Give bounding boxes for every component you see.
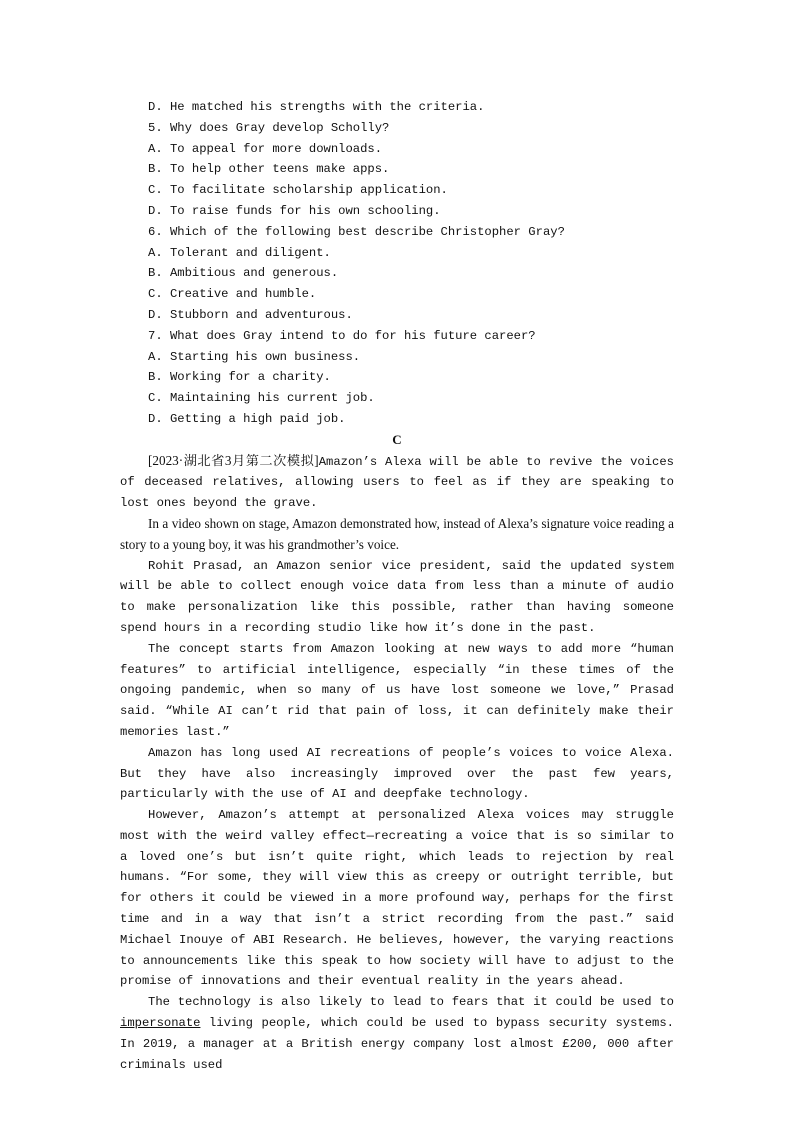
paragraph-text: living people, which could be used to bypass security systems. In 2019, a manager at a British energy company lost almost £200, 000 after criminals used [120, 1016, 674, 1072]
section-heading: C [392, 431, 402, 447]
passage-paragraph-2: In a video shown on stage, Amazon demonstrated how, instead of Alexa’s signature voice reading a story to a young boy, it was his grandmother’s voice. [120, 515, 674, 552]
passage-paragraph-1 [120, 451, 674, 514]
question-option: D. Stubborn and adventurous. [148, 307, 353, 322]
passage-paragraph-6: However, Amazon’s attempt at personalized Alexa voices may struggle most with the weird valley effect—recreating a voice that is so similar to a loved one’s but isn’t quite right, which leads to rejection by real humans. “For some, they will view this as creepy or outright terrible, but for others it could be viewed in a more profound way, perhaps for the first time and in a way that isn’t a strict recording from the past.” said Michael Inouye of ABI Research. He believes, however, the varying reactions to announcements like this speak to how society will have to adjust to the promise of innovations and their eventual reality in the years ahead. [120, 808, 674, 989]
source-tag: [2023·湖北省3月第二次模拟] [148, 452, 319, 468]
document-page [120, 97, 674, 1075]
question-option: A. Tolerant and diligent. [148, 245, 331, 260]
passage-paragraph-5: Amazon has long used AI recreations of people’s voices to voice Alexa. But they have also increasingly improved over the past few years, particularly with the use of AI and deepfake technology. [120, 745, 674, 802]
question-option: B. To help other teens make apps. [148, 162, 390, 177]
underlined-word: impersonate [120, 1016, 201, 1031]
question-option: D. He matched his strengths with the criteria. [148, 100, 485, 114]
passage-paragraph-7 [120, 992, 674, 1075]
question-option: C. Maintaining his current job. [148, 391, 375, 406]
question-option: C. Creative and humble. [148, 287, 317, 302]
question-option: D. Getting a high paid job. [148, 411, 346, 426]
passage-paragraph-4: The concept starts from Amazon looking at new ways to add more “human features” to artificial intelligence, especially “in these times of the ongoing pandemic, when so many of us have lost someone we love,” Prasad said. “While AI can’t rid that pain of loss, it can definitely make their memories last.” [120, 641, 674, 739]
question-stem: 7. What does Gray intend to do for his future career? [148, 328, 536, 343]
passage-paragraph-3: Rohit Prasad, an Amazon senior vice president, said the updated system will be able to collect enough voice data from less than a minute of audio to make personalization like this possible, rather than having someone spend hours in a recording studio like how it’s done in the past. [120, 558, 674, 635]
question-option: A. To appeal for more downloads. [148, 141, 383, 156]
paragraph-text: Amazon’s Alexa will be able to revive the voices of deceased relatives, allowing users to feel as if they are speaking to lost ones beyond the grave. [120, 454, 674, 511]
question-stem: 5. Why does Gray develop Scholly? [148, 120, 390, 135]
question-option: D. To raise funds for his own schooling. [148, 203, 441, 218]
question-stem: 6. Which of the following best describe Christopher Gray? [148, 224, 565, 239]
question-option: B. Ambitious and generous. [148, 266, 339, 281]
question-option: C. To facilitate scholarship application. [148, 183, 448, 198]
paragraph-text: The technology is also likely to lead to fears that it could be used to [148, 995, 674, 1010]
question-option: A. Starting his own business. [148, 349, 361, 364]
question-option: B. Working for a charity. [148, 370, 331, 385]
